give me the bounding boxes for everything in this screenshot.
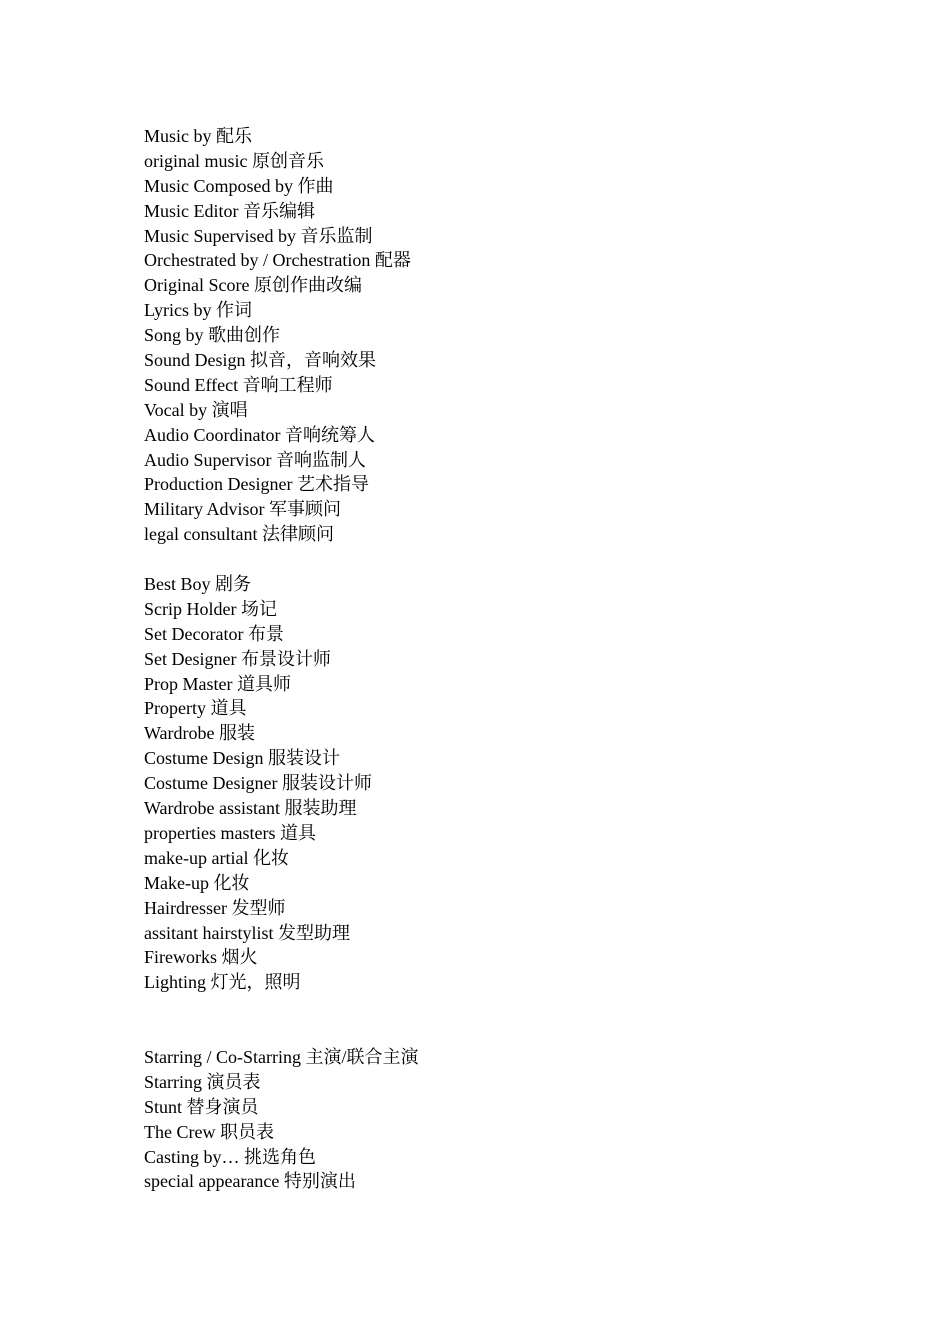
- text-line: Music by 配乐: [144, 126, 252, 146]
- text-line: Wardrobe 服装: [144, 723, 256, 744]
- text-line: properties masters 道具: [144, 822, 316, 843]
- text-line: Audio Supervisor 音响监制人: [144, 449, 366, 470]
- text-line: Make-up 化妆: [144, 872, 250, 893]
- text-line: Music Composed by 作曲: [144, 175, 334, 196]
- section-crew-departments: [144, 572, 844, 995]
- text-line: special appearance 特别演出: [144, 1171, 356, 1192]
- text-line: Set Decorator 布景: [144, 623, 284, 644]
- text-line: Costume Designer 服装设计师: [144, 773, 372, 794]
- section-cast: [144, 1045, 844, 1194]
- text-line: Audio Coordinator 音响统筹人: [144, 424, 375, 445]
- text-line: Costume Design 服装设计: [144, 748, 340, 769]
- text-line: Orchestrated by / Orchestration 配器: [144, 250, 411, 271]
- text-line: Best Boy 剧务: [144, 574, 252, 595]
- text-line: Set Designer 布景设计师: [144, 648, 331, 669]
- text-line: Production Designer 艺术指导: [144, 474, 369, 495]
- text-line: Prop Master 道具师: [144, 673, 291, 694]
- text-line: Sound Design 拟音，音响效果: [144, 350, 377, 371]
- document-body: [144, 124, 844, 1194]
- text-line: Hairdresser 发型师: [144, 897, 286, 918]
- text-line: Lyrics by 作词: [144, 300, 252, 321]
- text-line: original music 原创音乐: [144, 150, 324, 171]
- text-line: Sound Effect 音响工程师: [144, 374, 333, 395]
- text-line: legal consultant 法律顾问: [144, 524, 334, 545]
- text-line: assitant hairstylist 发型助理: [144, 922, 350, 943]
- text-line: The Crew 职员表: [144, 1121, 274, 1142]
- text-line: Stunt 替身演员: [144, 1096, 259, 1117]
- text-line: Scrip Holder 场记: [144, 598, 277, 619]
- text-line: Wardrobe assistant 服装助理: [144, 798, 357, 819]
- text-line: Casting by… 挑选角色: [144, 1146, 317, 1167]
- text-line: Property 道具: [144, 698, 247, 719]
- text-line: Music Supervised by 音乐监制: [144, 225, 373, 246]
- blank-line: [144, 995, 844, 1045]
- text-line: make-up artial 化妆: [144, 847, 289, 868]
- text-line: Original Score 原创作曲改编: [144, 275, 362, 296]
- text-line: Starring / Co-Starring 主演/联合主演: [144, 1046, 419, 1067]
- text-line: Song by 歌曲创作: [144, 325, 281, 346]
- section-music-sound: [144, 124, 844, 547]
- text-line: Military Advisor 军事顾问: [144, 499, 341, 520]
- text-line: Music Editor 音乐编辑: [144, 200, 315, 221]
- text-line: Starring 演员表: [144, 1071, 261, 1092]
- text-line: Fireworks 烟火: [144, 947, 258, 968]
- blank-line: [144, 547, 844, 572]
- text-line: Lighting 灯光，照明: [144, 972, 301, 993]
- text-line: Vocal by 演唱: [144, 399, 248, 420]
